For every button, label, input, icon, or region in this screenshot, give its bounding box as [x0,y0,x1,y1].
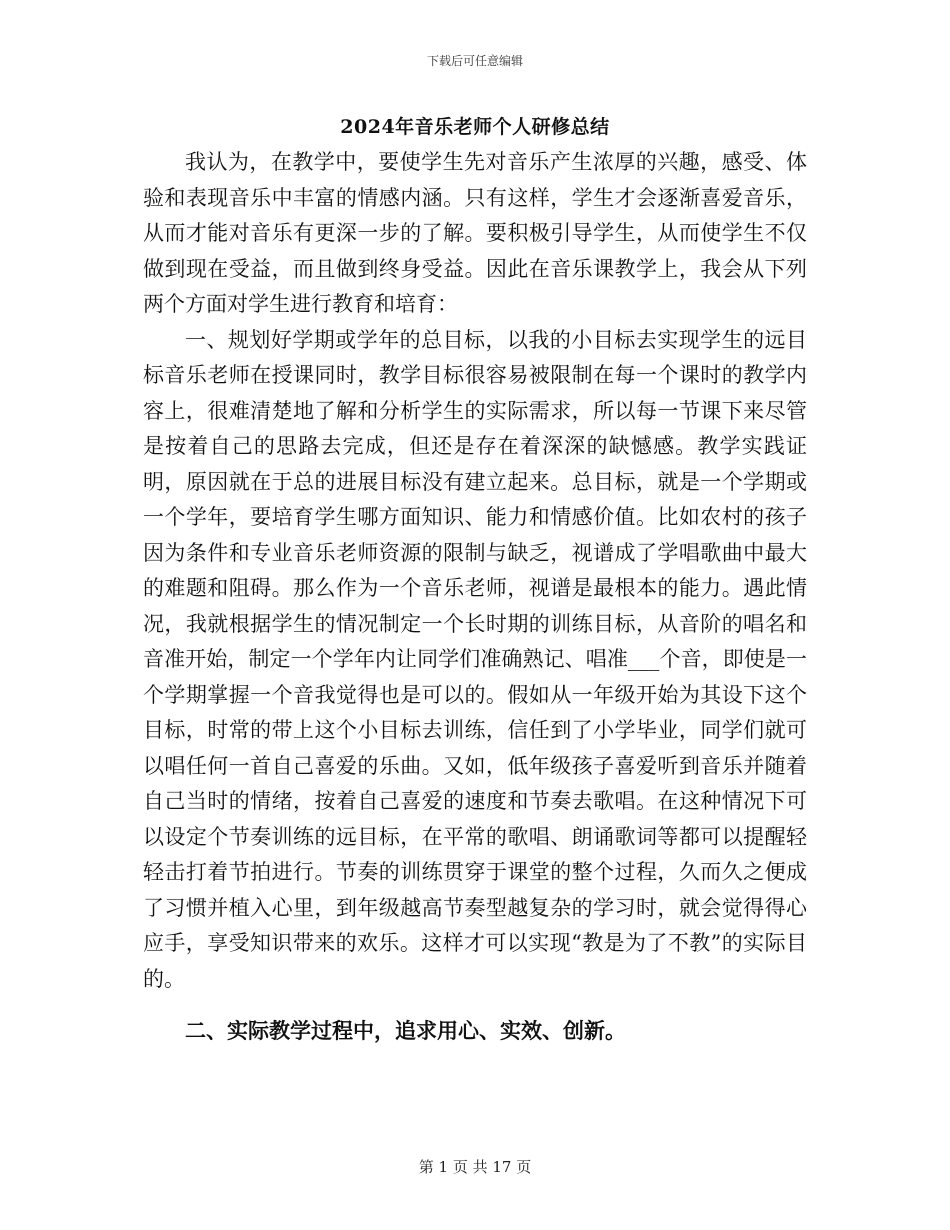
document-body [143,145,807,1049]
page-number: 第 1 页 共 17 页 [418,1158,532,1176]
header-note: 下载后可任意编辑 [426,54,523,68]
paragraph-intro: 我认为，在教学中，要使学生先对音乐产生浓厚的兴趣，感受、体验和表现音乐中丰富的情感内涵。只有这样，学生才会逐渐喜爱音乐，从而才能对音乐有更深一步的了解。要积极引导学生，从而使学生不仅做到现在受益，而且做到终身受益。因此在音乐课教学上，我会从下列两个方面对学生进行教育和培育： [143,150,807,316]
document-title: 2024年音乐老师个人研修总结 [340,116,610,138]
section-heading-two: 二、实际教学过程中，追求用心、实效、创新。 [185,1018,626,1043]
paragraph-section-one: 一、规划好学期或学年的总目标，以我的小目标去实现学生的远目标音乐老师在授课同时，教学目标很容易被限制在每一个课时的教学内容上，很难清楚地了解和分析学生的实际需求，所以每一节课下来尽管是按着自己的思路去完成，但还是存在着深深的缺憾感。教学实践证明，原因就在于总的进展目标没有建立起来。总目标，就是一个学期或一个学年，要培育学生哪方面知识、能力和情感价值。比如农村的孩子因为条件和专业音乐老师资源的限制与缺乏，视谱成了学唱歌曲中最大的难题和阻碍。那么作为一个音乐老师，视谱是最根本的能力。遇此情况，我就根据学生的情况制定一个长时期的训练目标，从音阶的唱名和音准开始，制定一个学年内让同学们准确熟记、唱准___个音，即使是一个学期掌握一个音我觉得也是可以的。假如从一年级开始为其设下这个目标，时常的带上这个小目标去训练，信任到了小学毕业，同学们就可以唱任何一首自己喜爱的乐曲。又如，低年级孩子喜爱听到音乐并随着自己当时的情绪，按着自己喜爱的速度和节奏去歌唱。在这种情况下可以设定个节奏训练的远目标，在平常的歌唱、朗诵歌词等都可以提醒轻轻击打着节拍进行。节奏的训练贯穿于课堂的整个过程，久而久之便成了习惯并植入心里，到年级越高节奏型越复杂的学习时，就会觉得得心应手，享受知识带来的欢乐。这样才可以实现“教是为了不教”的实际目的。 [143,327,807,991]
